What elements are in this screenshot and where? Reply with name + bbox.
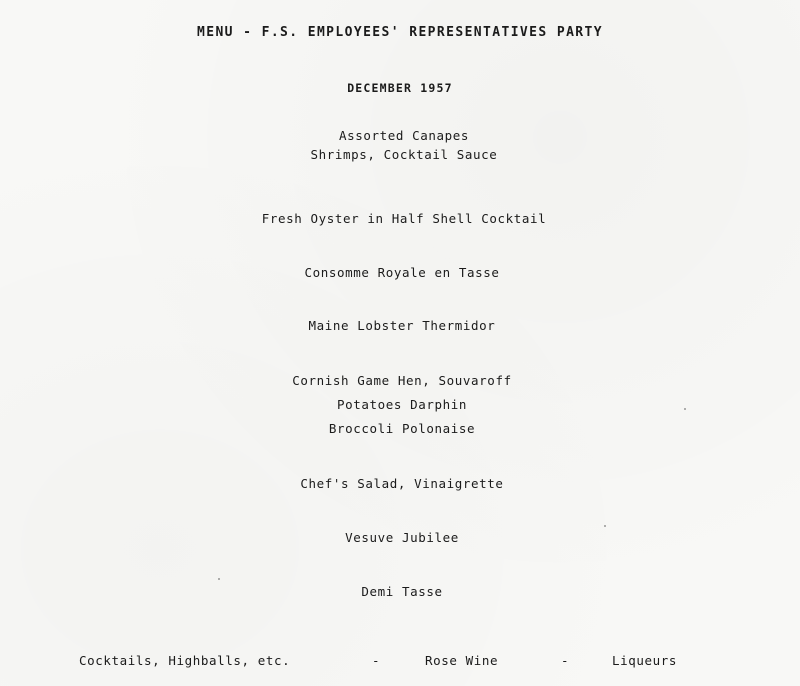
menu-title: MENU - F.S. EMPLOYEES' REPRESENTATIVES PARTY <box>197 25 603 40</box>
course-shrimps: Shrimps, Cocktail Sauce <box>310 147 498 162</box>
course-broccoli: Broccoli Polonaise <box>328 421 476 436</box>
paper-speck <box>684 408 686 410</box>
course-consomme: Consomme Royale en Tasse <box>304 265 500 280</box>
course-canapes: Assorted Canapes <box>338 128 469 143</box>
paper-speck <box>218 578 220 580</box>
drinks-line <box>0 653 800 669</box>
drinks-liqueurs: Liqueurs <box>612 653 678 668</box>
menu-date: DECEMBER 1957 <box>347 81 453 95</box>
course-coffee: Demi Tasse <box>361 584 443 599</box>
drinks-wine: Rose Wine <box>425 653 499 668</box>
course-salad: Chef's Salad, Vinaigrette <box>300 476 504 491</box>
course-oyster: Fresh Oyster in Half Shell Cocktail <box>261 211 547 226</box>
paper-speck <box>604 525 606 527</box>
course-potatoes: Potatoes Darphin <box>336 397 467 412</box>
course-lobster: Maine Lobster Thermidor <box>308 318 496 333</box>
drinks-separator: - <box>372 653 381 668</box>
drinks-cocktails: Cocktails, Highballs, etc. <box>79 653 291 668</box>
course-hen: Cornish Game Hen, Souvaroff <box>292 373 512 388</box>
drinks-separator: - <box>561 653 570 668</box>
course-dessert: Vesuve Jubilee <box>345 530 459 545</box>
